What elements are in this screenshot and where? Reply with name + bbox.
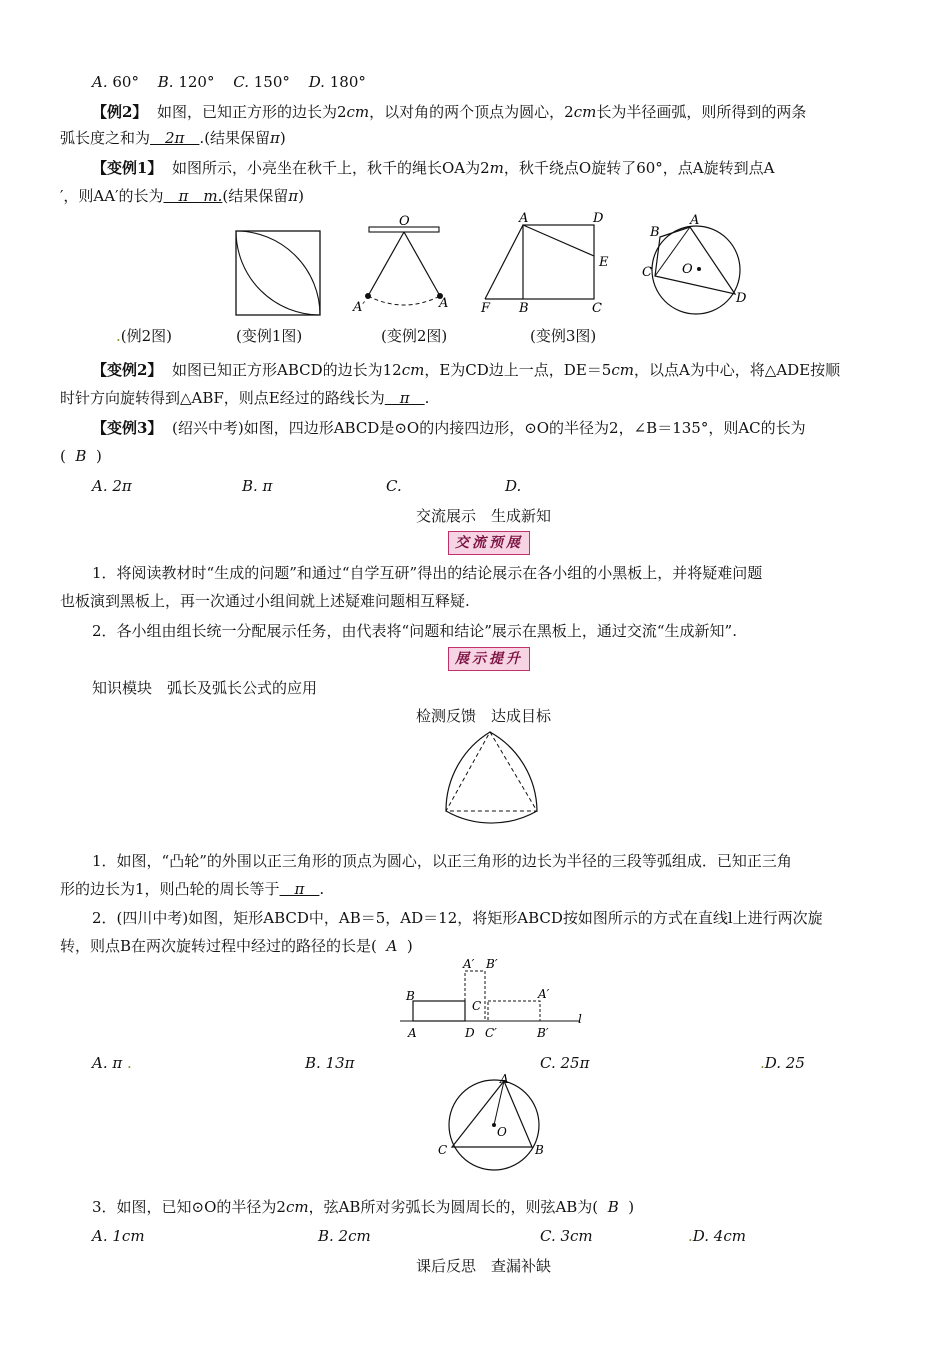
- svg-text:B: B: [535, 1143, 544, 1157]
- question-2-line1: 2．(四川中考)如图，矩形ABCD中，AB＝5，AD＝12，将矩形ABCD按如图所示的方式在直线l上进行两次旋: [92, 909, 823, 927]
- variant-3-option-d: D.: [505, 477, 522, 495]
- figures-row: [225, 210, 770, 318]
- svg-text:B: B: [519, 301, 529, 316]
- svg-text:l: l: [578, 1012, 582, 1026]
- question-3-option-c: C. 3cm: [540, 1227, 593, 1245]
- question-3-option-b: B. 2cm: [318, 1227, 371, 1245]
- question-2-option-b: B. 13π: [305, 1054, 355, 1072]
- variant-3-option-a: A. 2π: [92, 477, 132, 495]
- label-O: O: [399, 214, 410, 229]
- question-3-option-d: .D. 4cm: [688, 1227, 746, 1245]
- svg-text:C: C: [592, 301, 602, 316]
- question-2-option-a: A. π .: [92, 1054, 132, 1072]
- svg-text:C: C: [438, 1143, 448, 1157]
- paragraph-1-line1: 1．将阅读教材时“生成的问题”和通过“自学互研”得出的结论展示在各小组的小黑板上，并将疑难问题: [92, 564, 763, 582]
- question-1-line1: 1．如图，“凸轮”的外围以正三角形的顶点为圆心，以正三角形的边长为半径的三段等弧组成．已知正三角: [92, 852, 792, 870]
- question-3-option-a: A. 1cm: [92, 1227, 145, 1245]
- variant-3-line1: 【变例3】 (绍兴中考)如图，四边形ABCD是⊙O的内接四边形，⊙O的半径为2，∠B＝135°，则AC的长为: [92, 419, 806, 437]
- question-3-line1: 3．如图，已知⊙O的半径为2cm，弦AB所对劣弧长为圆周长的，则弦AB为( B ): [92, 1198, 635, 1216]
- label-A: A: [439, 296, 449, 311]
- variant-3-line2: ( B ): [60, 447, 102, 465]
- svg-text:A: A: [408, 1026, 417, 1040]
- variant-1-line2: ′，则AA′的长为 π m.(结果保留π): [60, 187, 304, 205]
- svg-text:C: C: [642, 265, 652, 280]
- question-2-line2: 转，则点B在两次旋转过程中经过的路径的长是( A ): [60, 937, 413, 955]
- svg-text:C′: C′: [485, 1026, 497, 1040]
- variant-3-option-c: C.: [386, 477, 402, 495]
- caption-example-2: .(例2图): [116, 327, 173, 345]
- variant-1-line1: 【变例1】 如图所示，小亮坐在秋千上，秋千的绳长OA为2m，秋千绕点O旋转了60°，点A旋转到点A: [92, 159, 775, 177]
- svg-text:A: A: [690, 213, 700, 228]
- example-2-line2: 弧长度之和为 2π .(结果保留π): [60, 129, 286, 147]
- variant-3-option-b: B. π: [242, 477, 273, 495]
- svg-text:A′: A′: [463, 958, 475, 971]
- example-2-figure: [236, 231, 320, 315]
- caption-variant-2: (变例2图): [381, 327, 448, 345]
- variant-1-figure: [352, 214, 448, 315]
- svg-text:C: C: [472, 999, 482, 1013]
- svg-text:D: D: [736, 291, 747, 306]
- knowledge-module: 知识模块 弧长及弧长公式的应用: [92, 679, 318, 697]
- caption-variant-1: (变例1图): [236, 327, 303, 345]
- section-heading-reflection: 课后反思 查漏补缺: [416, 1257, 552, 1275]
- svg-text:B′: B′: [486, 958, 498, 971]
- variant-2-line1: 【变例2】 如图已知正方形ABCD的边长为12cm，E为CD边上一点，DE＝5cm，以点A为中心，将△ADE按顺: [92, 361, 841, 379]
- svg-text:O: O: [682, 262, 693, 277]
- label-A-prime: A′: [353, 300, 366, 315]
- variant-2-figure: [480, 211, 609, 316]
- cam-figure: [440, 728, 545, 826]
- section-heading-exchange: 交流展示 生成新知: [416, 507, 552, 525]
- svg-text:A′: A′: [538, 987, 550, 1001]
- svg-text:A: A: [519, 211, 529, 226]
- banner-show-improve: 展示提升: [448, 647, 530, 671]
- banner-exchange-preview: 交流预展: [448, 531, 530, 555]
- caption-variant-3: (变例3图): [530, 327, 597, 345]
- circle-triangle-figure: [432, 1070, 557, 1185]
- question-2-option-c: C. 25π: [540, 1054, 590, 1072]
- svg-text:B: B: [650, 225, 660, 240]
- svg-text:D: D: [465, 1026, 475, 1040]
- variant-3-figure: [642, 213, 747, 314]
- svg-text:O: O: [497, 1125, 507, 1139]
- variant-2-line2: 时针方向旋转得到△ABF，则点E经过的路线长为 π .: [60, 389, 430, 407]
- question-1-line2: 形的边长为1，则凸轮的周长等于 π .: [60, 880, 325, 898]
- section-heading-feedback: 检测反馈 达成目标: [416, 707, 552, 725]
- rectangle-rotation-figure: [395, 958, 595, 1048]
- svg-text:D: D: [593, 211, 604, 226]
- svg-text:B: B: [406, 989, 415, 1003]
- options-row-1: A. 60° B. 120° C. 150° D. 180°: [92, 73, 366, 91]
- svg-text:E: E: [599, 255, 609, 270]
- svg-text:B′: B′: [537, 1026, 549, 1040]
- svg-text:F: F: [481, 301, 491, 316]
- question-2-option-d: .D. 25: [760, 1054, 805, 1072]
- example-2-line1: 【例2】 如图，已知正方形的边长为2cm，以对角的两个顶点为圆心，2cm长为半径画弧，则所得到的两条: [92, 103, 807, 121]
- paragraph-1-line2: 也板演到黑板上，再一次通过小组间就上述疑难问题相互释疑.: [60, 592, 470, 610]
- paragraph-2: 2．各小组由组长统一分配展示任务，由代表将“问题和结论”展示在黑板上，通过交流“生成新知”.: [92, 622, 737, 640]
- svg-text:A: A: [500, 1072, 509, 1086]
